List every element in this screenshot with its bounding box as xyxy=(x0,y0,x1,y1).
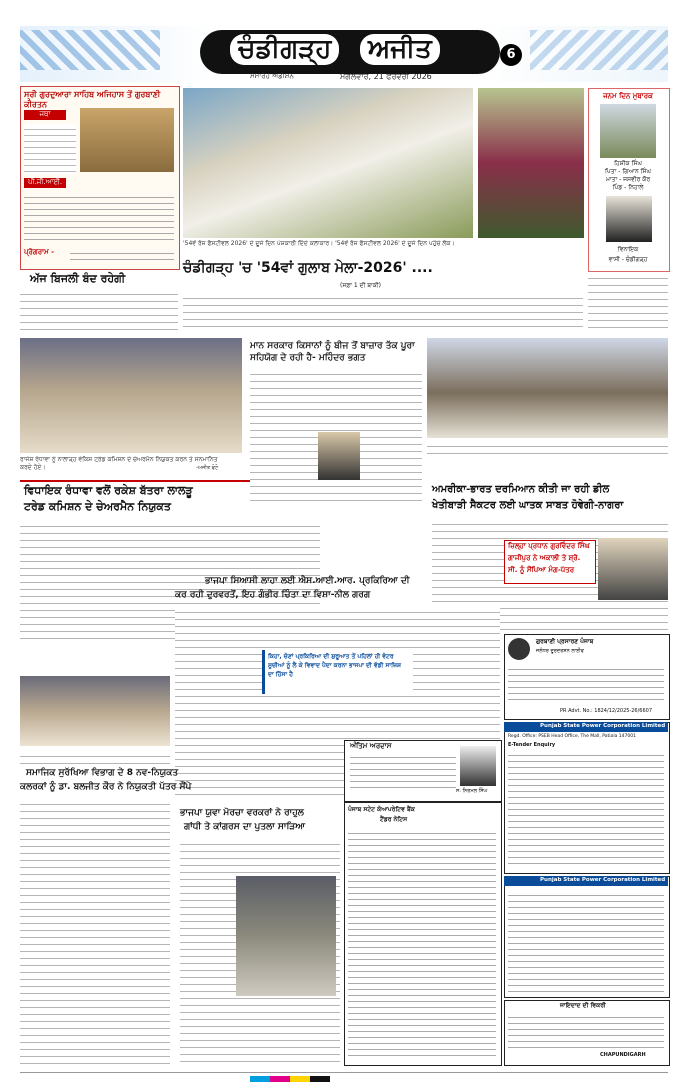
birthday-extra-text xyxy=(588,272,668,332)
lead-headline: ਚੰਡੀਗੜ੍ਹ 'ਚ '54ਵਾਂ ਗੁਲਾਬ ਮੇਲਾ-2026' .... xyxy=(183,260,433,276)
obituary-heading: ਅੰਤਿਮ ਅਰਦਾਸ xyxy=(350,742,392,750)
highlight-quote: ਕਿਹਾ, ਚੋਣਾਂ ਪ੍ਰਕਿਰਿਆ ਦੀ ਸ਼ੁਰੂਆਤ ਤੋਂ ਪਹਿਲਾਂ ਹੀ ਵੋਟਰ ਸੂਚੀਆਂ ਨੂੰ ਲੈ ਕੇ ਵਿਵਾਦ ਪੈਦਾ ਕਰਨਾ ਭਾਜਪਾ ਦੀ ਵੱਡੀ ਸਾਜ਼ਿਸ਼ ਦਾ ਹਿੱਸਾ ਹੈ xyxy=(268,653,401,678)
group-photo-caption: ਰਾਜੇਸ਼ ਰੰਧਾਵਾ ਨੂੰ ਨਾਲਾੜ੍ਹ ਵੇਕਿਸ਼ ਟ੍ਰੇਡ ਕਮਿਸ਼ਨ ਦੇ ਚੇਅਰਮੈਨ ਨਿਯੁਕਤ ਕਰਨ ਤੇ ਸਨਮਾਨਿਤ ਕਰਦੇ ਹੋਏ। xyxy=(20,456,218,471)
farmers-headline: ਮਾਨ ਸਰਕਾਰ ਕਿਸਾਨਾਂ ਨੂੰ ਬੀਜ ਤੋਂ ਬਾਜ਼ਾਰ ਤੱਕ ਪੂਰਾ ਸਹਿਯੋਗ ਦੇ ਰਹੀ ਹੈ- ਮਹਿੰਦਰ ਭਗਤ xyxy=(250,341,415,363)
trade-rule xyxy=(20,480,250,482)
lead-photo-roses xyxy=(478,88,584,238)
obituary-photo xyxy=(460,746,496,786)
council-headline-3: ਸੀ. ਨੂੰ ਸੌਂਪਿਆ ਮੰਗ-ਪੱਤਰ xyxy=(508,566,575,574)
masthead-title-left: ਚੰਡੀਗੜ੍ਹ xyxy=(230,34,339,65)
pspcl-ad-1-text xyxy=(508,750,664,868)
masthead-title-right: ਅਜੀਤ xyxy=(360,34,440,65)
coop-bank-notice: ਟੈਂਡਰ ਨੋਟਿਸ xyxy=(380,816,408,823)
birthday-photo-1 xyxy=(600,104,656,158)
social-photo xyxy=(20,676,170,746)
bjp-headline-1: ਭਾਜਪਾ ਯੁਵਾ ਮੋਰਚਾ ਵਰਕਰਾਂ ਨੇ ਰਾਹੁਲ xyxy=(180,808,304,818)
sidebar-footer: ਪ੍ਰੋਗਰਾਮ - xyxy=(24,248,55,256)
pr-ad-subtitle: ਜਲੰਧਰ ਦੂਰਦਰਸ਼ਨ ਲਾਈਵ xyxy=(536,648,584,654)
sidebar-tag-jatha: ਜਥਾ xyxy=(24,110,66,120)
us-india-headline-1: ਅਮਰੀਕਾ-ਭਾਰਤ ਦਰਮਿਆਨ ਕੀਤੀ ਜਾ ਰਹੀ ਡੀਲ xyxy=(432,484,610,495)
trade-headline-1: ਵਿਧਾਇਕ ਰੰਧਾਵਾ ਵਲੋਂ ਰਕੇਸ਼ ਬੱਤਰਾ ਲਾਲੜੂ xyxy=(24,484,193,497)
pspcl-ad-1-title: Punjab State Power Corporation Limited xyxy=(540,723,666,729)
lead-continued: (ਸਫ਼ਾ 1 ਦੀ ਬਾਕੀ) xyxy=(340,282,382,289)
meeting-photo xyxy=(427,338,668,438)
sidebar-text-a xyxy=(24,124,76,174)
council-headline-1: ਜ਼ਿਲ੍ਹਾ ਪ੍ਰਧਾਨ ਗੁਰਵਿੰਦਰ ਸਿੰਘ xyxy=(508,542,590,550)
pr-ad-title: ਗੁਰਬਾਣੀ ਪ੍ਰਸਾਰਣ ਪੰਜਾਬ xyxy=(536,638,594,645)
dateline: ਮੰਗਲਵਾਰ, 21 ਫਰਵਰੀ 2026 xyxy=(340,72,432,81)
property-ad-text xyxy=(508,1012,664,1050)
birthday-line-2: ਮਾਤਾ - ਜਸਵੀਰ ਕੌਰ xyxy=(605,176,651,183)
council-headline-2: ਗਾਜੀਪੁਰ ਨੇ ਅਕਾਲੀ ਤੇ ਸ਼੍ਰੋ. xyxy=(508,554,581,562)
coop-bank-title: ਪੰਜਾਬ ਸਟੇਟ ਕੋਆਪਰੇਟਿਵ ਬੈਂਕ xyxy=(348,806,415,813)
sidebar-footer-text xyxy=(70,248,174,264)
birthday-line-3: ਪਿੰਡ - ਨਿਹਾਲੇ xyxy=(612,184,644,191)
masthead-pattern-left xyxy=(20,30,160,70)
edition-label: ਸਮਾਰੋਹ ਐਡੀਸ਼ਨ xyxy=(250,72,294,80)
sir-headline-1: ਭਾਜਪਾ ਸਿਆਸੀ ਲਾਹਾ ਲਈ ਐਸ.ਆਈ.ਆਰ. ਪ੍ਰਕਿਰਿਆ ਦੀ xyxy=(205,576,410,586)
sir-headline-2: ਕਰ ਰਹੀ ਦੁਰਵਰਤੋਂ, ਇਹ ਗੰਭੀਰ ਚਿੰਤਾ ਦਾ ਵਿਸ਼ਾ-ਨੀਲ ਗਰਗ xyxy=(175,590,371,600)
pr-ad-logo xyxy=(508,638,530,660)
power-cut-text xyxy=(20,288,178,334)
social-headline-1: ਸਮਾਜਿਕ ਸੁਰੱਖਿਆ ਵਿਭਾਗ ਦੇ 8 ਨਵ-ਨਿਯੁਕਤ xyxy=(26,768,179,778)
birthday-photo-2 xyxy=(606,196,652,242)
coop-bank-text xyxy=(348,828,496,1058)
bottom-rule xyxy=(20,1072,668,1073)
bjp-photo xyxy=(236,876,336,996)
birthday-line-1: ਪਿਤਾ - ਗਿਆਨ ਸਿੰਘ xyxy=(604,168,652,175)
pr-advt-number: PR Advt. No.: 1824/12/2025-26/6607 xyxy=(560,708,653,714)
farmers-portrait xyxy=(318,432,360,480)
pspcl-ad-2-text xyxy=(508,890,664,992)
lead-photo-dancers xyxy=(183,88,473,238)
social-text xyxy=(20,798,170,1064)
birthday-name-1: ਹਿਸ਼ੀਕ ਸਿੰਘ xyxy=(614,160,642,167)
pspcl-ad-2-title: Punjab State Power Corporation Limited xyxy=(540,877,666,883)
power-cut-headline: ਅੱਜ ਬਿਜਲੀ ਬੰਦ ਰਹੇਗੀ xyxy=(30,272,126,285)
social-headline-2: ਕਲਰਕਾਂ ਨੂੰ ਡਾ. ਬਲਜੀਤ ਕੌਰ ਨੇ ਨਿਯੁਕਤੀ ਪੱਤਰ ਸੌਂਪੇ xyxy=(20,782,192,792)
bjp-headline-2: ਗਾਂਧੀ ਤੇ ਕਾਂਗਰਸ ਦਾ ਪੁਤਲਾ ਸਾੜਿਆ xyxy=(184,822,306,832)
sidebar-photo xyxy=(80,108,174,172)
page-number: 6 xyxy=(500,44,522,66)
obituary-name: ਸ. ਨਿਰਮਲ ਸਿੰਘ xyxy=(456,788,488,794)
pr-ad-text xyxy=(508,664,664,704)
birthday-name-2: ਵਿਨਾਇਕ xyxy=(617,246,639,253)
birthday-heading: ਜਨਮ ਦਿਨ ਮੁਬਾਰਕ xyxy=(603,92,653,100)
council-photo xyxy=(598,538,668,600)
registration-color-bar xyxy=(250,1076,330,1082)
property-ad-heading: ਜਾਇਦਾਦ ਦੀ ਵਿਕਰੀ xyxy=(560,1002,606,1009)
social-photo-caption xyxy=(20,750,170,764)
sidebar-text-b xyxy=(24,192,174,244)
us-india-headline-2: ਖੇਤੀਬਾੜੀ ਸੈਕਟਰ ਲਈ ਘਾਤਕ ਸਾਬਤ ਹੋਵੇਗੀ-ਨਾਗਰਾ xyxy=(432,500,624,511)
birthday-line-4: ਵਾਸੀ - ਚੰਡੀਗੜ੍ਹ xyxy=(608,256,648,263)
sidebar-top-headline: ਸ੍ਰੀ ਗੁਰਦੁਆਰਾ ਸਾਹਿਬ ਅਜਿਹਾਸ ਤੋਂ ਗੁਰਬਾਣੀ ਕੀਰਤਨ xyxy=(24,90,161,109)
lead-photo-caption: '54ਵੇਂ ਰੋਜ਼ ਫੈਸਟੀਵਲ 2026' ਦੇ ਦੂਜੇ ਦਿਨ ਪੇਸ਼ਕਾਰੀ ਦਿੰਦੇ ਕਲਾਕਾਰ। '54ਵੇਂ ਰੋਜ਼ ਫੈਸਟੀਵਲ 2026' ਦੇ ਦੂਜੇ ਦਿਨ ਪਹੁੰਚੇ ਲੋਕ। xyxy=(183,240,455,247)
trade-headline-2: ਟਰੇਡ ਕਮਿਸ਼ਨ ਦੇ ਚੇਅਰਮੈਨ ਨਿਯੁਕਤ xyxy=(24,500,171,513)
property-ad-footer: CHAPUNDIGARH xyxy=(600,1052,646,1058)
meeting-caption-text xyxy=(427,440,668,456)
group-photo xyxy=(20,338,242,453)
group-photo-credit: -ਅਜੀਤ ਫੋਟੋ xyxy=(196,465,219,471)
sidebar-tag-pgi: ਪੀ.ਜੀ.ਆਈ. xyxy=(24,178,66,188)
lead-story-text xyxy=(183,292,583,332)
obituary-text xyxy=(350,752,456,792)
pspcl-ad-1-notice: E-Tender Enquiry xyxy=(508,742,556,748)
pspcl-ad-1-address: Regd. Office: PSEB Head Office, The Mall, Patiala 147001 xyxy=(508,734,636,739)
masthead-pattern-right xyxy=(530,30,668,70)
